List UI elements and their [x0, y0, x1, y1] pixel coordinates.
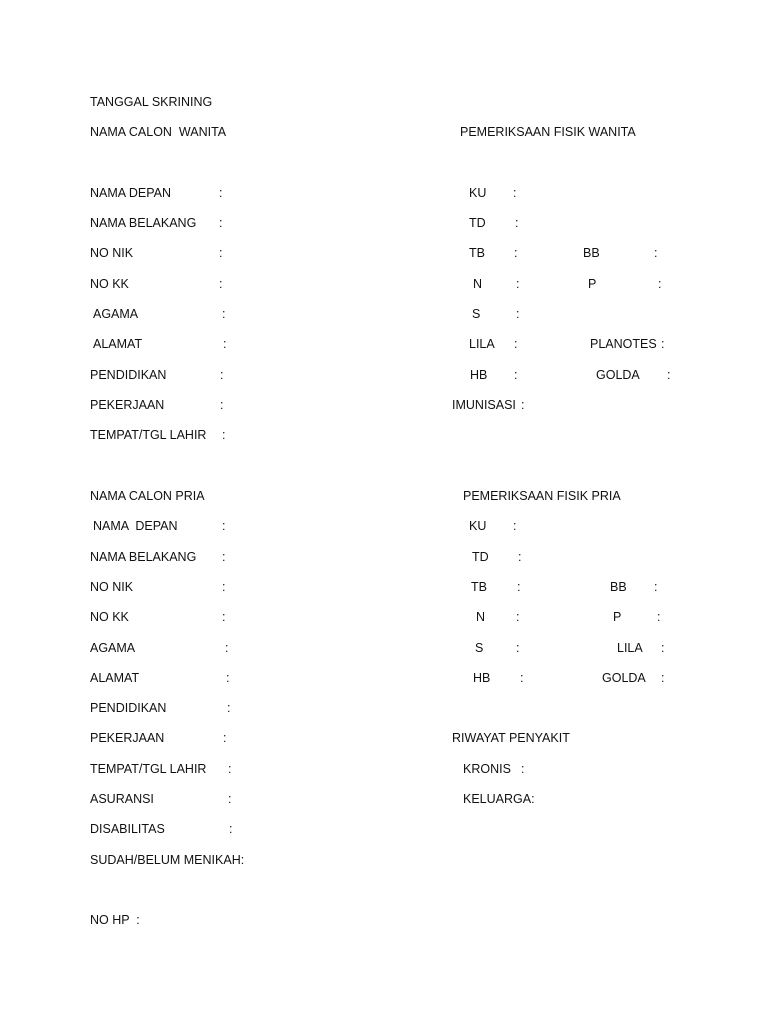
colon: : — [667, 368, 671, 382]
colon: : — [219, 216, 223, 230]
male-religion-label: AGAMA — [90, 641, 136, 655]
colon: : — [661, 671, 665, 685]
colon: : — [513, 186, 517, 200]
male-candidate-name-label: NAMA CALON PRIA — [90, 489, 205, 503]
colon: : — [657, 610, 661, 624]
colon: : — [516, 307, 520, 321]
colon: : — [513, 519, 517, 533]
chronic-label: KRONIS — [463, 762, 511, 776]
colon: : — [222, 307, 226, 321]
female-immunization-label: IMUNISASI — [452, 398, 516, 412]
female-lila-label: LILA — [469, 337, 495, 351]
female-birth-label: TEMPAT/TGL LAHIR — [90, 428, 207, 442]
colon: : — [223, 731, 227, 745]
colon: : — [222, 610, 226, 624]
male-physical-exam-label: PEMERIKSAAN FISIK PRIA — [463, 489, 621, 503]
colon: : — [661, 641, 665, 655]
colon: : — [514, 368, 518, 382]
male-td-label: TD — [472, 550, 489, 564]
colon: : — [222, 519, 226, 533]
family-history-label: KELUARGA: — [463, 792, 535, 806]
colon: : — [521, 762, 525, 776]
male-bb-label: BB — [610, 580, 627, 594]
female-last-name-label: NAMA BELAKANG — [90, 216, 197, 230]
female-td-label: TD — [469, 216, 486, 230]
colon: : — [658, 277, 662, 291]
female-religion-label: AGAMA — [93, 307, 139, 321]
male-lila-label: LILA — [617, 641, 643, 655]
female-bb-label: BB — [583, 246, 600, 260]
female-education-label: PENDIDIKAN — [90, 368, 167, 382]
colon: : — [520, 671, 524, 685]
female-kk-label: NO KK — [90, 277, 129, 291]
female-tb-label: TB — [469, 246, 485, 260]
colon: : — [227, 701, 231, 715]
male-hb-label: HB — [473, 671, 491, 685]
female-address-label: ALAMAT — [93, 337, 143, 351]
male-first-name-label: NAMA DEPAN — [93, 519, 178, 533]
male-n-label: N — [476, 610, 486, 624]
colon: : — [515, 216, 519, 230]
screening-date-label: TANGGAL SKRINING — [90, 95, 213, 109]
male-nik-label: NO NIK — [90, 580, 134, 594]
colon: : — [223, 337, 227, 351]
colon: : — [225, 641, 229, 655]
colon: : — [229, 822, 233, 836]
male-tb-label: TB — [471, 580, 487, 594]
male-insurance-label: ASURANSI — [90, 792, 154, 806]
female-n-label: N — [473, 277, 483, 291]
colon: : — [222, 428, 226, 442]
colon: : — [219, 186, 223, 200]
female-nik-label: NO NIK — [90, 246, 134, 260]
male-address-label: ALAMAT — [90, 671, 140, 685]
female-p-label: P — [588, 277, 597, 291]
female-first-name-label: NAMA DEPAN — [90, 186, 172, 200]
male-birth-label: TEMPAT/TGL LAHIR — [90, 762, 207, 776]
phone-label: NO HP : — [90, 913, 140, 927]
colon: : — [517, 580, 521, 594]
colon: : — [654, 246, 658, 260]
colon: : — [521, 398, 525, 412]
male-p-label: P — [613, 610, 622, 624]
colon: : — [661, 337, 665, 351]
male-kk-label: NO KK — [90, 610, 129, 624]
colon: : — [518, 550, 522, 564]
female-golda-label: GOLDA — [596, 368, 640, 382]
male-golda-label: GOLDA — [602, 671, 646, 685]
male-disability-label: DISABILITAS — [90, 822, 165, 836]
colon: : — [226, 671, 230, 685]
female-occupation-label: PEKERJAAN — [90, 398, 165, 412]
colon: : — [228, 762, 232, 776]
female-candidate-name-label: NAMA CALON WANITA — [90, 125, 227, 139]
colon: : — [514, 246, 518, 260]
colon: : — [514, 337, 518, 351]
male-ku-label: KU — [469, 519, 487, 533]
colon: : — [220, 398, 224, 412]
female-ku-label: KU — [469, 186, 487, 200]
colon: : — [222, 550, 226, 564]
male-s-label: S — [475, 641, 484, 655]
colon: : — [220, 368, 224, 382]
colon: : — [516, 277, 520, 291]
male-occupation-label: PEKERJAAN — [90, 731, 165, 745]
colon: : — [654, 580, 658, 594]
female-s-label: S — [472, 307, 481, 321]
colon: : — [219, 277, 223, 291]
colon: : — [219, 246, 223, 260]
marital-status-label: SUDAH/BELUM MENIKAH: — [90, 853, 245, 867]
female-hb-label: HB — [470, 368, 488, 382]
disease-history-label: RIWAYAT PENYAKIT — [452, 731, 570, 745]
colon: : — [222, 580, 226, 594]
colon: : — [516, 610, 520, 624]
colon: : — [516, 641, 520, 655]
female-physical-exam-label: PEMERIKSAAN FISIK WANITA — [460, 125, 636, 139]
male-last-name-label: NAMA BELAKANG — [90, 550, 197, 564]
male-education-label: PENDIDIKAN — [90, 701, 167, 715]
female-planotes-label: PLANOTES — [590, 337, 657, 351]
colon: : — [228, 792, 232, 806]
